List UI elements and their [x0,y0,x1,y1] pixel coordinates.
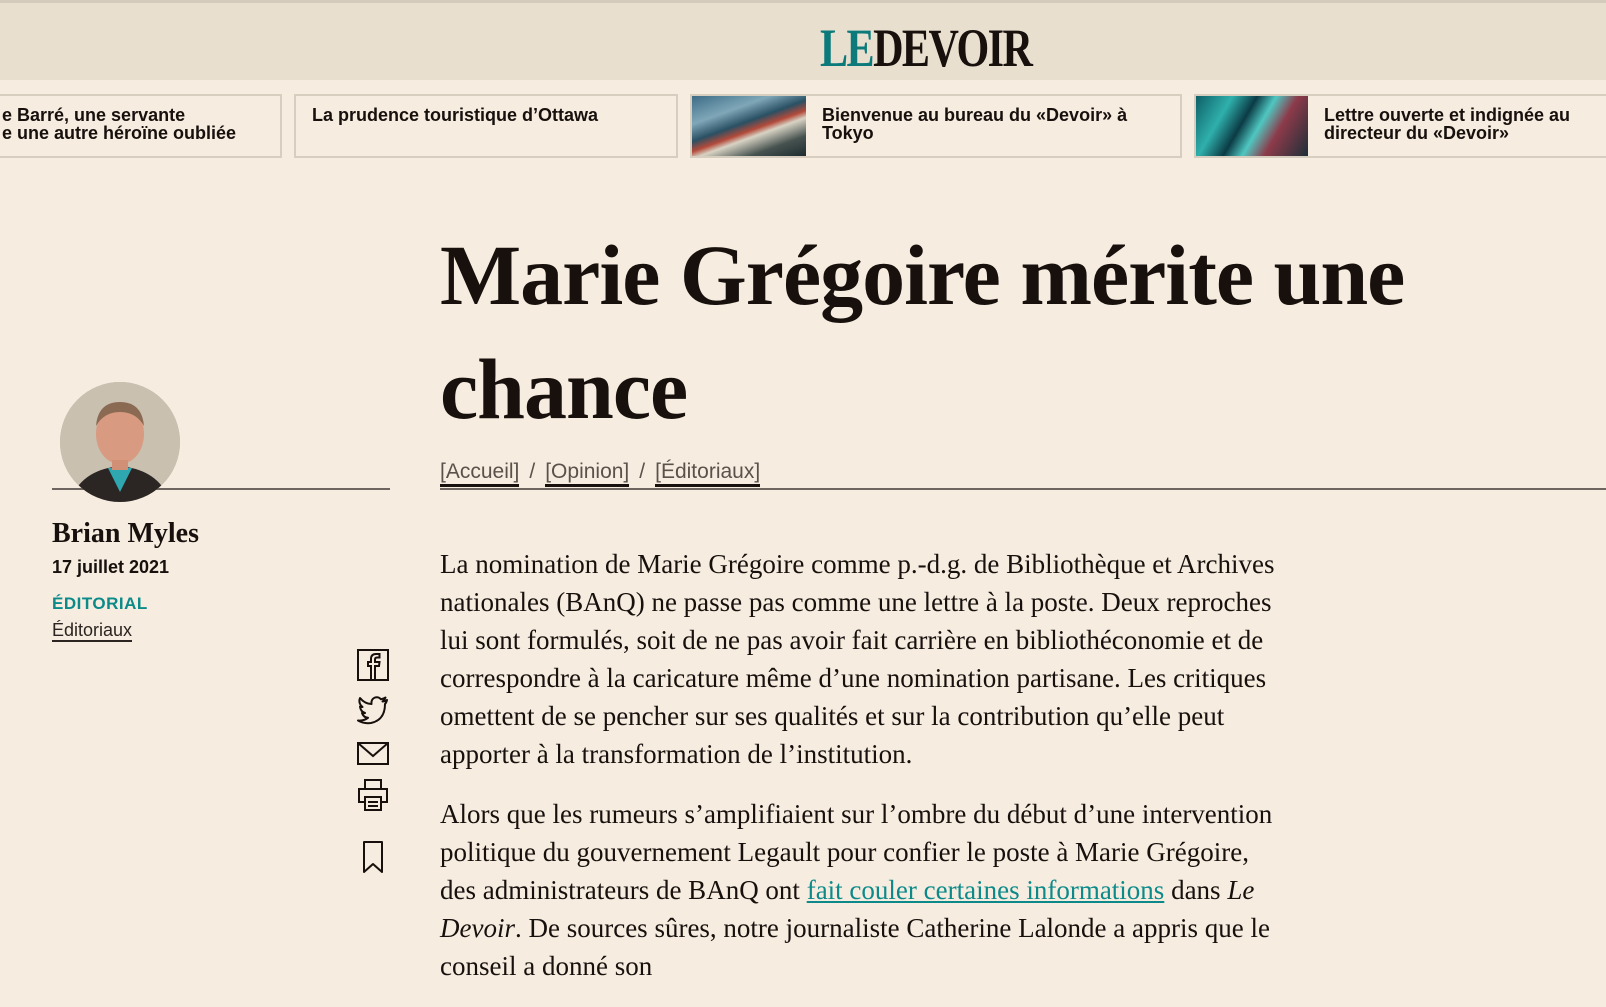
author-name[interactable]: Brian Myles [52,518,199,549]
divider [440,488,1606,490]
section-link[interactable]: Éditoriaux [52,620,133,640]
logo-le: LE [820,18,874,78]
share-twitter-button[interactable] [356,693,390,727]
print-icon [356,778,390,812]
publication-name: Le Devoir [440,875,1255,943]
section-label: ÉDITORIAL [52,594,148,613]
logo-devoir: DEVOIR [873,18,1032,78]
breadcrumb-opinion[interactable]: [Opinion] [545,460,629,487]
related-article-thumbnail [1196,96,1308,156]
share-email-button[interactable] [356,736,390,770]
site-header [0,0,1606,80]
related-article-card[interactable] [294,94,678,158]
article-body [440,545,1290,1007]
related-article-card[interactable] [1194,94,1606,158]
related-articles-strip [0,94,1606,160]
related-article-title: Bienvenue au bureau du «Devoir» à Tokyo [822,105,1128,143]
print-button[interactable] [356,778,390,812]
related-article-card[interactable] [0,94,282,158]
related-article-title: Lettre ouverte et indignée au directeur du «Devoir» [1324,105,1571,143]
bookmark-button[interactable] [356,840,390,874]
share-facebook-button[interactable] [356,648,390,682]
breadcrumb-separator: / [529,460,536,483]
related-article-title: e Barré, une servante e une autre héroïne oubliée [2,105,237,143]
email-icon [356,736,390,770]
avatar-portrait [60,382,180,502]
breadcrumb-home[interactable]: [Accueil] [440,460,519,487]
facebook-icon [356,648,390,682]
publish-date: 17 juillet 2021 [52,557,170,577]
inline-article-link[interactable]: fait couler certaines informations [806,875,1165,905]
twitter-icon [356,693,390,727]
le-devoir-logo[interactable] [820,18,1032,78]
bookmark-icon [356,840,390,874]
article-paragraph: La nomination de Marie Grégoire comme p.-d.g. de Bibliothèque et Archives nationales (BAnQ) ne passe pas comme une lettre à la poste. Deux reproches lui sont formulés, soit de ne pas avoir fait carrière en bibliothéconomie et de correspondre à la caricature même d’une nomination partisane. Les critiques omettent de se pencher sur ses qualités et sur la contribution qu’elle peut apporter à la transformation de l’institution. [440,549,1275,769]
breadcrumb-editoriaux[interactable]: [Éditoriaux] [655,460,760,487]
related-article-title: La prudence touristique d’Ottawa [312,105,599,125]
related-article-card[interactable] [690,94,1182,158]
article-paragraph: Alors que les rumeurs s’amplifiaient sur l’ombre du début d’une intervention politique du gouvernement Legault pour confier le poste à Marie Grégoire, des administrateurs de BAnQ ont fait couler certaines informations dans Le Devoir. De sources sûres, notre journaliste Catherine Lalonde a appris que le conseil a donné son [440,799,1273,981]
related-article-thumbnail [692,96,806,156]
article-headline: Marie Grégoire mérite une chance [440,227,1405,437]
author-avatar [60,382,180,502]
breadcrumb [440,460,760,484]
breadcrumb-separator: / [639,460,646,483]
